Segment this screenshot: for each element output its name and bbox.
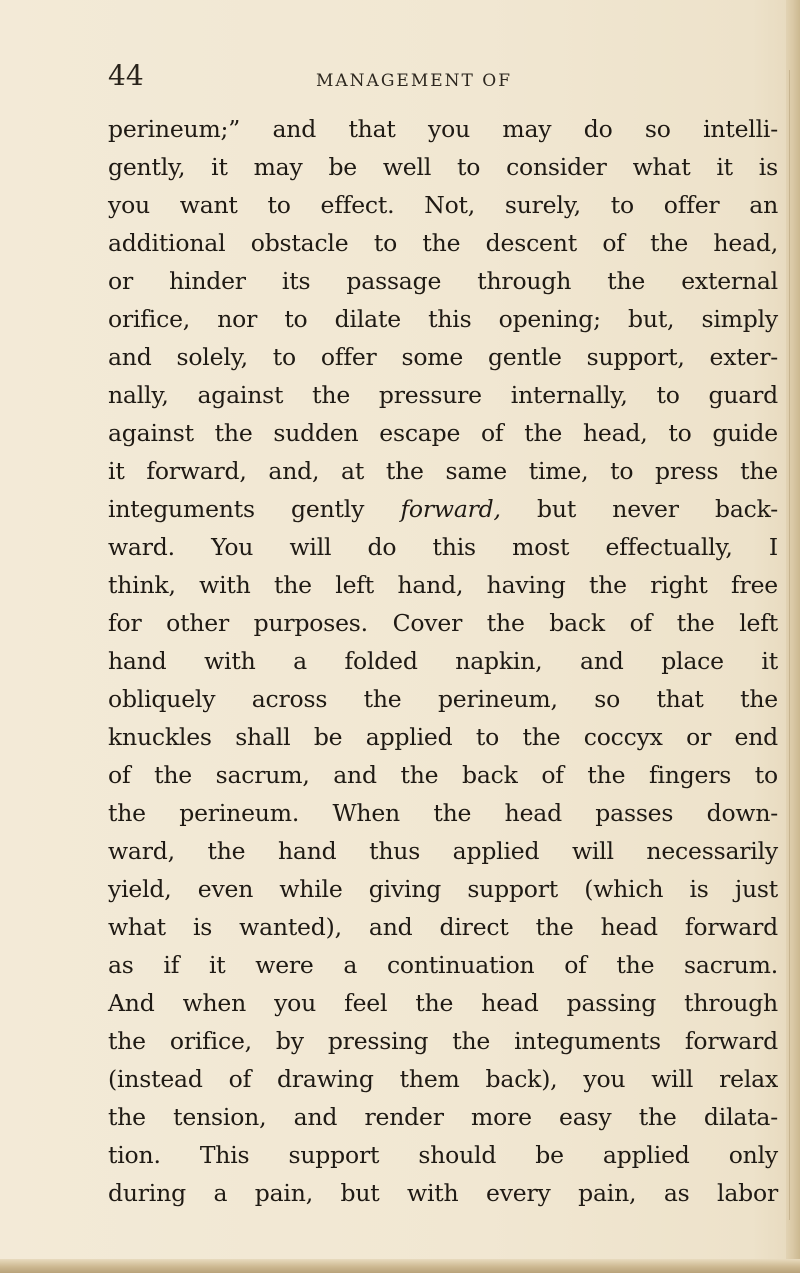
text-segment: but never back- (537, 495, 778, 523)
italic-emphasis: forward, (400, 495, 501, 523)
page-edge-rule (789, 70, 790, 1220)
text-line: nally, against the pressure internally, to guard (108, 381, 778, 409)
text-line: perineum;” and that you may do so intelli- (108, 115, 778, 143)
text-line: and solely, to offer some gentle support, exter- (108, 343, 778, 371)
text-line-with-italic (108, 490, 778, 528)
text-line: what is wanted), and direct the head forward (108, 913, 778, 941)
text-line: the orifice, by pressing the integuments forward (108, 1027, 778, 1055)
text-line: you want to effect. Not, surely, to offer an (108, 191, 778, 219)
page-header (108, 60, 778, 100)
text-segment: integuments gently (108, 495, 365, 523)
text-line: ward. You will do this most effectually, I (108, 533, 778, 561)
text-line: or hinder its passage through the external (108, 267, 778, 295)
text-line: the perineum. When the head passes down- (108, 799, 778, 827)
text-line: orifice, nor to dilate this opening; but, simply (108, 305, 778, 333)
text-line: tion. This support should be applied only (108, 1141, 778, 1169)
text-line: think, with the left hand, having the right free (108, 571, 778, 599)
text-line: for other purposes. Cover the back of the left (108, 609, 778, 637)
text-line: as if it were a continuation of the sacrum. (108, 951, 778, 979)
body-text (108, 110, 778, 1212)
text-line: knuckles shall be applied to the coccyx or end (108, 723, 778, 751)
text-line: of the sacrum, and the back of the fingers to (108, 761, 778, 789)
running-head: MANAGEMENT OF (316, 71, 512, 91)
text-line: during a pain, but with every pain, as labor (108, 1179, 778, 1207)
text-line: the tension, and render more easy the dilata- (108, 1103, 778, 1131)
text-line: additional obstacle to the descent of the head, (108, 229, 778, 257)
text-line: gently, it may be well to consider what it is (108, 153, 778, 181)
page-bottom-edge (0, 1259, 800, 1273)
text-line: obliquely across the perineum, so that the (108, 685, 778, 713)
text-line: it forward, and, at the same time, to press the (108, 457, 778, 485)
text-line: hand with a folded napkin, and place it (108, 647, 778, 675)
text-line: And when you feel the head passing through (108, 989, 778, 1017)
page-number: 44 (108, 59, 144, 92)
text-line: yield, even while giving support (which is just (108, 875, 778, 903)
text-line: (instead of drawing them back), you will relax (108, 1065, 778, 1093)
text-line: ward, the hand thus applied will necessarily (108, 837, 778, 865)
text-line: against the sudden escape of the head, to guide (108, 419, 778, 447)
